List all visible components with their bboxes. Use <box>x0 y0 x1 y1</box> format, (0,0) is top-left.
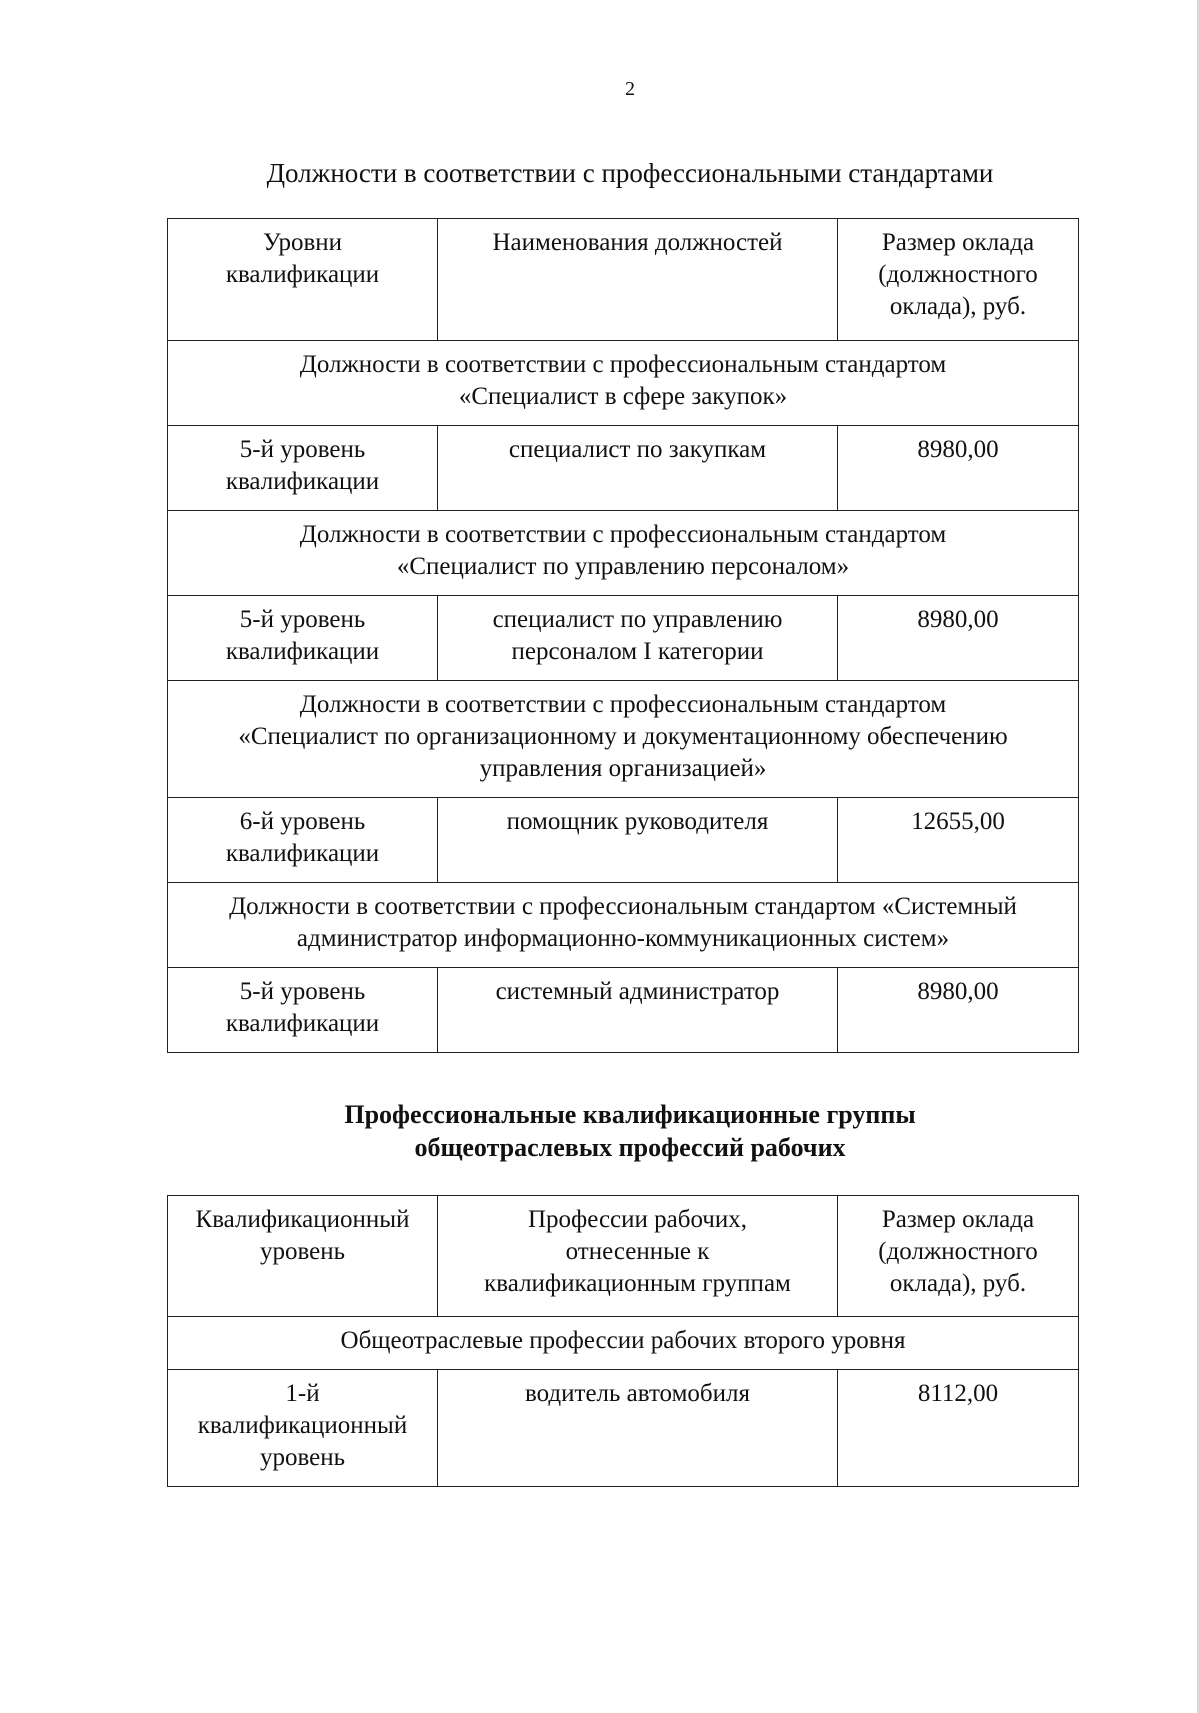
group-title-row <box>168 511 1079 596</box>
position-cell: специалист по управлению персоналом I категории <box>438 596 838 681</box>
salary-cell: 12655,00 <box>838 798 1079 883</box>
section-1-title: Должности в соответствии с профессиональными стандартами <box>266 158 994 188</box>
group-title: Должности в соответствии с профессиональным стандартом «Специалист по организационному и документационному обеспечению управления организацией» <box>168 681 1079 798</box>
header-salary-size: Размер оклада (должностного оклада), руб. <box>838 219 1079 341</box>
group-title: Должности в соответствии с профессиональным стандартом «Специалист в сфере закупок» <box>168 341 1079 426</box>
salary-cell: 8112,00 <box>838 1370 1079 1487</box>
profession-cell: водитель автомобиля <box>438 1370 838 1487</box>
salary-cell: 8980,00 <box>838 596 1079 681</box>
header-salary-size: Размер оклада (должностного оклада), руб. <box>838 1196 1079 1317</box>
header-position-names: Наименования должностей <box>438 219 838 341</box>
section-2-title: Профессиональные квалификационные группы общеотраслевых профессий рабочих <box>344 1100 916 1162</box>
qualification-level-cell: 5-й уровень квалификации <box>168 426 438 511</box>
group-title-row <box>168 1317 1079 1370</box>
position-cell: специалист по закупкам <box>438 426 838 511</box>
page-number: 2 <box>625 78 635 100</box>
group-title-row <box>168 341 1079 426</box>
professional-standards-table <box>167 218 1079 1053</box>
salary-cell: 8980,00 <box>838 968 1079 1053</box>
group-title: Должности в соответствии с профессиональным стандартом «Специалист по управлению персоналом» <box>168 511 1079 596</box>
table-header-row <box>168 219 1079 341</box>
header-qualification-level: Квалификационный уровень <box>168 1196 438 1317</box>
group-title-row <box>168 883 1079 968</box>
qualification-level-cell: 6-й уровень квалификации <box>168 798 438 883</box>
header-worker-professions: Профессии рабочих, отнесенные к квалификационным группам <box>438 1196 838 1317</box>
worker-professions-table <box>167 1195 1079 1487</box>
header-qualification-levels: Уровни квалификации <box>168 219 438 341</box>
position-cell: системный администратор <box>438 968 838 1053</box>
table-row <box>168 1370 1079 1487</box>
group-title: Должности в соответствии с профессиональным стандартом «Системный администратор информационно-коммуникационных систем» <box>168 883 1079 968</box>
table-header-row <box>168 1196 1079 1317</box>
group-title-row <box>168 681 1079 798</box>
table-row <box>168 968 1079 1053</box>
position-cell: помощник руководителя <box>438 798 838 883</box>
qualification-level-cell: 5-й уровень квалификации <box>168 596 438 681</box>
table-row <box>168 426 1079 511</box>
qualification-level-cell: 5-й уровень квалификации <box>168 968 438 1053</box>
table-row <box>168 798 1079 883</box>
salary-cell: 8980,00 <box>838 426 1079 511</box>
table-row <box>168 596 1079 681</box>
group-title: Общеотраслевые профессии рабочих второго уровня <box>168 1317 1079 1370</box>
qualification-level-cell: 1-й квалификационный уровень <box>168 1370 438 1487</box>
